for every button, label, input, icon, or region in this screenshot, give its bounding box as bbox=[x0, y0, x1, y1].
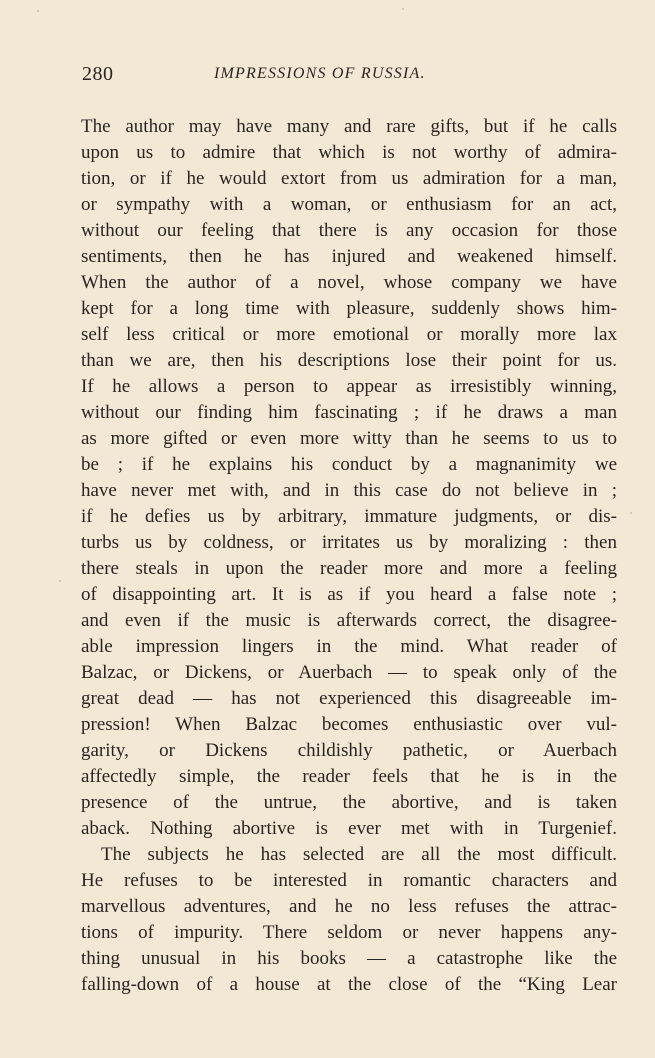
text-line: He refuses to be interested in romantic characters and bbox=[81, 870, 617, 891]
text-line: If he allows a person to appear as irresistibly winning, bbox=[81, 376, 617, 397]
paper-speck bbox=[59, 580, 61, 582]
text-line: thing unusual in his books — a catastrophe like the bbox=[81, 948, 617, 969]
text-line: than we are, then his descriptions lose their point for us. bbox=[81, 350, 617, 371]
text-line: aback. Nothing abortive is ever met with in Turgenief. bbox=[81, 818, 617, 839]
text-line: tion, or if he would extort from us admiration for a man, bbox=[81, 168, 617, 189]
text-line: there steals in upon the reader more and more a feeling bbox=[81, 558, 617, 579]
page-number: 280 bbox=[82, 63, 114, 85]
text-line: and even if the music is afterwards correct, the disagree- bbox=[81, 610, 617, 631]
paper-speck bbox=[37, 10, 39, 12]
paragraph-start-line: The subjects he has selected are all the most difficult. bbox=[101, 844, 617, 865]
text-line: The author may have many and rare gifts, but if he calls bbox=[81, 116, 617, 137]
text-line: pression! When Balzac becomes enthusiastic over vul- bbox=[81, 714, 617, 735]
text-line: sentiments, then he has injured and weakened himself. bbox=[81, 246, 617, 267]
text-line: turbs us by coldness, or irritates us by moralizing : then bbox=[81, 532, 617, 553]
paper-speck bbox=[630, 512, 632, 514]
text-line: as more gifted or even more witty than he seems to us to bbox=[81, 428, 617, 449]
running-title: IMPRESSIONS OF RUSSIA. bbox=[214, 65, 426, 82]
text-line: without our finding him fascinating ; if he draws a man bbox=[81, 402, 617, 423]
running-head bbox=[82, 63, 615, 89]
text-line: if he defies us by arbitrary, immature judgments, or dis- bbox=[81, 506, 617, 527]
body-text bbox=[81, 114, 617, 998]
text-line: be ; if he explains his conduct by a magnanimity we bbox=[81, 454, 617, 475]
text-line: of disappointing art. It is as if you heard a false note ; bbox=[81, 584, 617, 605]
text-line: marvellous adventures, and he no less refuses the attrac- bbox=[81, 896, 617, 917]
text-line: great dead — has not experienced this disagreeable im- bbox=[81, 688, 617, 709]
text-line: presence of the untrue, the abortive, and is taken bbox=[81, 792, 617, 813]
text-line: self less critical or more emotional or morally more lax bbox=[81, 324, 617, 345]
text-line: When the author of a novel, whose company we have bbox=[81, 272, 617, 293]
text-line: without our feeling that there is any occasion for those bbox=[81, 220, 617, 241]
paper-speck bbox=[402, 8, 404, 10]
text-line: kept for a long time with pleasure, suddenly shows him- bbox=[81, 298, 617, 319]
text-line: falling-down of a house at the close of the “King Lear bbox=[81, 974, 617, 995]
text-line: able impression lingers in the mind. What reader of bbox=[81, 636, 617, 657]
text-line: have never met with, and in this case do not believe in ; bbox=[81, 480, 617, 501]
text-line: affectedly simple, the reader feels that he is in the bbox=[81, 766, 617, 787]
text-line: upon us to admire that which is not worthy of admira- bbox=[81, 142, 617, 163]
text-line: garity, or Dickens childishly pathetic, or Auerbach bbox=[81, 740, 617, 761]
text-line: Balzac, or Dickens, or Auerbach — to speak only of the bbox=[81, 662, 617, 683]
text-line: tions of impurity. There seldom or never happens any- bbox=[81, 922, 617, 943]
text-line: or sympathy with a woman, or enthusiasm for an act, bbox=[81, 194, 617, 215]
